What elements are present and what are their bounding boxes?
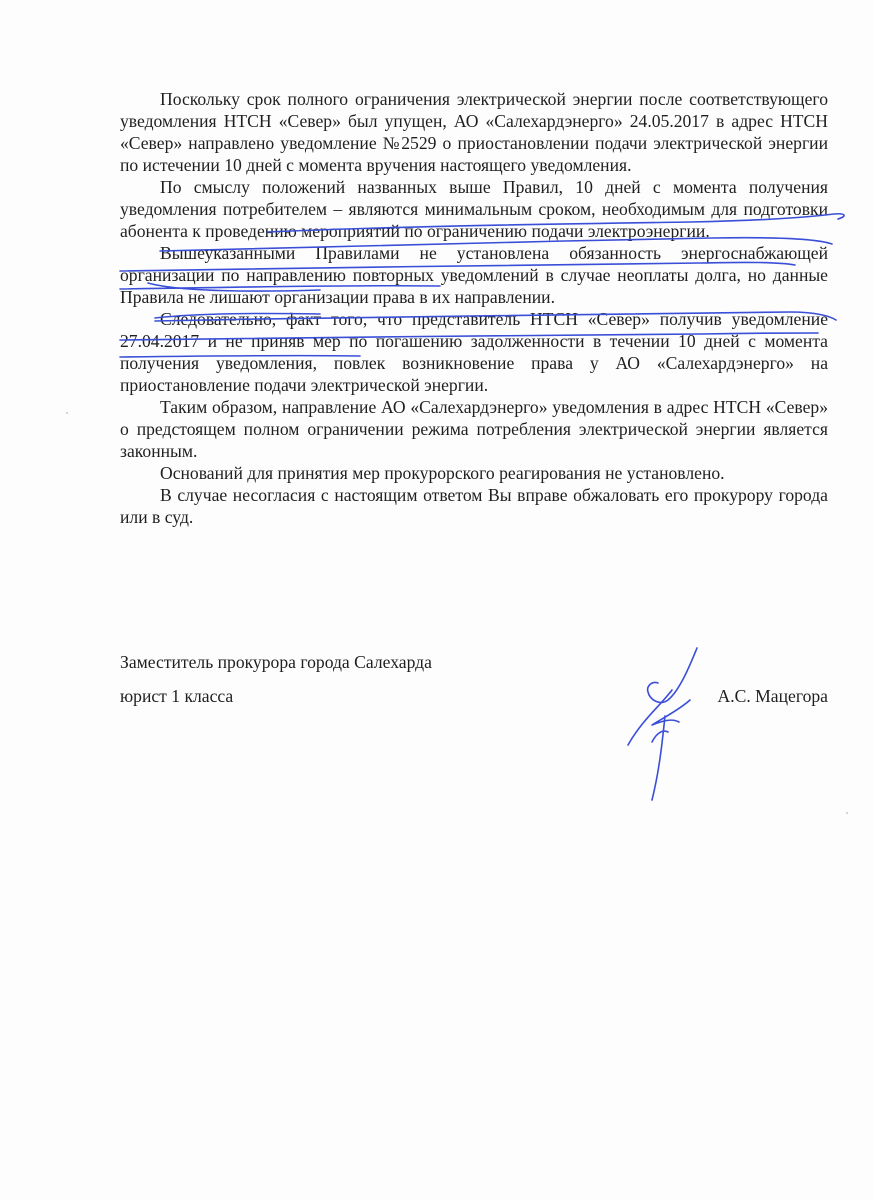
signer-rank: юрист 1 класса <box>120 686 234 706</box>
paragraph-7: В случае несогласия с настоящим ответом Вы вправе обжаловать его прокурору города или в суд. <box>120 485 828 527</box>
paragraph-2: По смыслу положений названных выше Правил, 10 дней с момента получения уведомления потребителем – являются минимальным сроком, необходимым для подготовки абонента к проведению мероприятий по ограничению подачи электроэнергии. <box>120 177 828 241</box>
signer-name: А.С. Мацегора <box>717 686 828 706</box>
paragraph-1: Поскольку срок полного ограничения электрической энергии после соответствующего уведомления НТСН «Север» был упущен, АО «Салехардэнерго» 24.05.2017 в адрес НТСН «Север» направлено уведомление №2529 о приостановлении подачи электрической энергии по истечении 10 дней с момента вручения настоящего уведомления. <box>120 89 828 175</box>
paper-speck <box>846 812 848 814</box>
paper-speck <box>66 412 68 414</box>
paragraph-6: Оснований для принятия мер прокурорского реагирования не установлено. <box>160 463 725 483</box>
handwritten-signature <box>628 648 697 800</box>
paragraph-5: Таким образом, направление АО «Салехардэнерго» уведомления в адрес НТСН «Север» о предстоящем полном ограничении режима потребления электрической энергии является законным. <box>120 397 828 461</box>
signer-position: Заместитель прокурора города Салехарда <box>120 652 432 672</box>
paragraph-4: Следовательно, факт того, что представитель НТСН «Север» получив уведомление 27.04.2017 и не приняв мер по погашению задолженности в течении 10 дней с момента получения уведомления, повлек возникновение права у АО «Салехардэнерго» на приостановление подачи электрической энергии. <box>120 309 828 395</box>
paragraph-3: Вышеуказанными Правилами не установлена обязанность энергоснабжающей организации по направлению повторных уведомлений в случае неоплаты долга, но данные Правила не лишают организации права в их направлении. <box>120 243 828 307</box>
letter-body <box>120 88 828 528</box>
